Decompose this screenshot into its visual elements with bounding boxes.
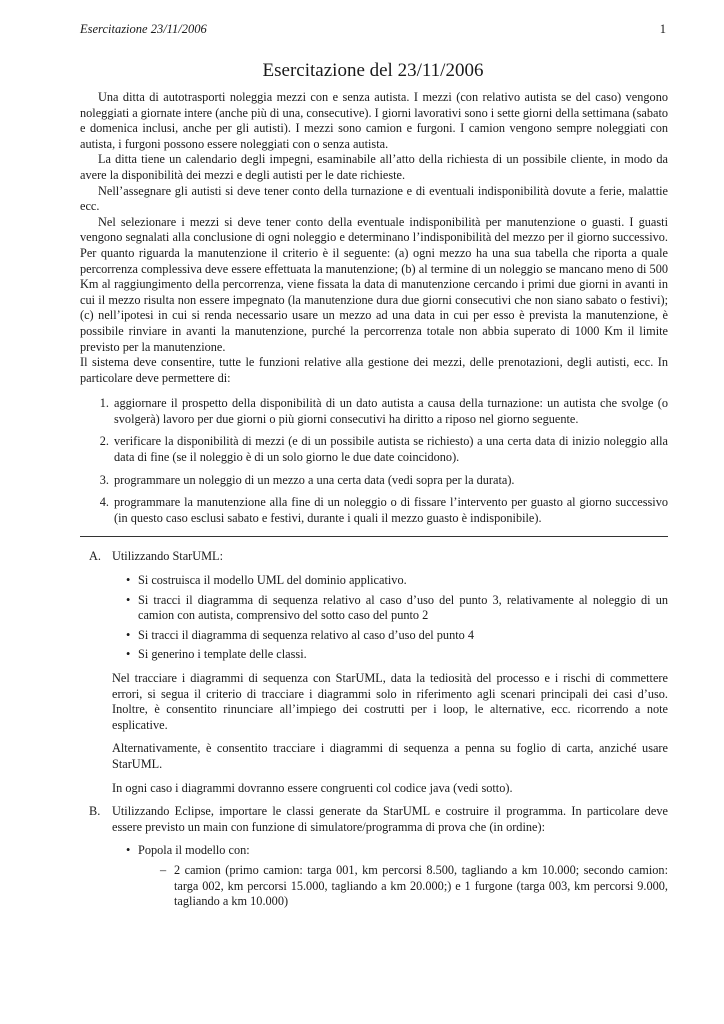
requirement-item: 3. programmare un noleggio di un mezzo a una certa data (vedi sopra per la durata). (112, 473, 668, 489)
bullet-icon: • (126, 592, 131, 607)
bullet-text: Si costruisca il modello UML del dominio applicativo. (138, 573, 407, 588)
section-divider (80, 536, 668, 537)
bullet-text: Si generino i template delle classi. (138, 647, 307, 662)
paragraph-calendar: La ditta tiene un calendario degli impegni, esaminabile all’atto della richiesta di un possibile cliente, in modo da avere la disponibilità dei mezzi e degli autisti per le date richieste. (80, 152, 668, 182)
task-a-note: In ogni caso i diagrammi dovranno essere congruenti col codice java (vedi sotto). (112, 780, 513, 795)
task-a (80, 549, 668, 796)
requirement-item: 1. aggiornare il prospetto della disponibilità di un dato autista a causa della turnazione: un autista che svolge (o svolgerà) lavoro per due giorni o più giorni consecutivi ha diritto a riposo nel giorno seguente. (112, 396, 668, 427)
tasks-list (80, 549, 668, 909)
bullet-icon: • (126, 647, 131, 662)
bullet-text: Si tracci il diagramma di sequenza relativo al caso d’uso del punto 3, relativamente al noleggio di un camion con autista, comprensivo del sotto caso del punto 2 (138, 592, 668, 623)
paragraph-system: Il sistema deve consentire, tutte le funzioni relative alla gestione dei mezzi, delle prenotazioni, degli autisti, ecc. In particolare deve permettere di: (80, 355, 668, 385)
task-a-intro: Utilizzando StarUML: (112, 549, 223, 564)
task-a-bullets (112, 573, 668, 663)
bullet-item (126, 593, 668, 624)
requirements-list (80, 396, 668, 526)
task-a-note: Nel tracciare i diagrammi di sequenza con StarUML, data la tediosità del processo e i rischi di commettere errori, si segua il criterio di tracciare i diagrammi solo in riferimento agli scenari principali dei casi d’uso. Inoltre, è consentito rinunciare all’impiego dei costrutti per i loop, le alternative, ecc. ricorrendo a note esplicative. (112, 671, 668, 732)
requirement-item: 4. programmare la manutenzione alla fine di un noleggio o di fissare l’intervento per guasto al giorno successivo (in questo caso esclusi sabato e festivi, durante i quali il mezzo guasto è indisponibile). (112, 495, 668, 526)
paragraph-maintenance: Nel selezionare i mezzi si deve tener conto della eventuale indisponibilità per manutenzione o guasti. I guasti vengono segnalati alla conclusione di ogni noleggio e determinano l’indisponibilità del mezzo per il giorno successivo. Per quanto riguarda la manutenzione il criterio è il seguente: (a) ogni mezzo ha una sua tabella che riporta a quale percorrenza complessiva deve essere effettuata la manutenzione; (b) al termine di un noleggio se mancano meno di 500 Km al raggiungimento della percorrenza, viene fissata la data di manutenzione cercando i primi due giorni in avanti in cui il mezzo risulta non essere impegnato (la manutenzione dura due giorni consecutivi che non siano sabato o festivi); (c) nell’ipotesi in cui si renda necessario usare un mezzo ad una data in cui per esso è prevista la manutenzione, è possibile rinviare in avanti la manutenzione, purché la percorrenza totale non abbia superato di 1000 Km il limite previsto per la manutenzione. (80, 214, 668, 354)
task-marker: A. (89, 549, 101, 564)
header-title: Esercitazione 23/11/2006 (80, 22, 207, 36)
bullet-item (126, 628, 668, 644)
sub-item (160, 863, 668, 910)
paragraph-intro: Una ditta di autotrasporti noleggia mezzi con e senza autista. I mezzi (con relativo autista se del caso) vengono noleggiati a giornate intere (anche più di una, consecutive). I giorni lavorativi sono i sette giorni della settimana (sabato e domenica inclusi, anche per gli autisti). I mezzi sono camion e furgoni. I camion vengono sempre noleggiati con autista, i furgoni possono essere noleggiati con o senza autista. (80, 90, 669, 151)
document-body (80, 90, 668, 918)
task-a-note: Alternativamente, è consentito tracciare i diagrammi di sequenza a penna su foglio di carta, anziché usare StarUML. (112, 741, 668, 771)
bullet-icon: • (126, 843, 131, 858)
sub-list (138, 863, 668, 910)
sub-item-text: 2 camion (primo camion: targa 001, km percorsi 8.500, tagliando a km 10.000; secondo camion: targa 002, km percorsi 15.000, tagliando a km 20.000;) e 1 furgone (targa 003, km percorsi 9.000, tagliando a km 10.000) (174, 862, 668, 909)
bullet-item (126, 843, 668, 909)
bullet-icon: • (126, 627, 131, 642)
task-b-intro: Utilizzando Eclipse, importare le classi generate da StarUML e costruire il programma. In particolare deve essere previsto un main con funzione di simulatore/programma di prova che (in ordine): (112, 804, 668, 834)
bullet-text: Si tracci il diagramma di sequenza relativo al caso d’uso del punto 4 (138, 627, 475, 642)
page-number: 1 (659, 22, 666, 36)
dash-icon: – (160, 862, 167, 877)
bullet-text: Popola il modello con: (138, 843, 250, 858)
task-b (80, 804, 668, 910)
bullet-item (126, 573, 668, 589)
task-marker: B. (89, 804, 101, 819)
bullet-item (126, 647, 668, 663)
task-b-bullets (112, 843, 668, 909)
running-header (80, 22, 666, 37)
requirement-item: 2. verificare la disponibilità di mezzi (e di un possibile autista se richiesto) a una certa data di inizio noleggio alla data di fine (se il noleggio è di un solo giorno le due date coincidono). (112, 434, 668, 465)
paragraph-drivers: Nell’assegnare gli autisti si deve tener conto della turnazione e di eventuali indisponibilità dovute a ferie, malattie ecc. (80, 183, 668, 214)
document-title: Esercitazione del 23/11/2006 (262, 60, 484, 81)
bullet-icon: • (126, 573, 131, 588)
